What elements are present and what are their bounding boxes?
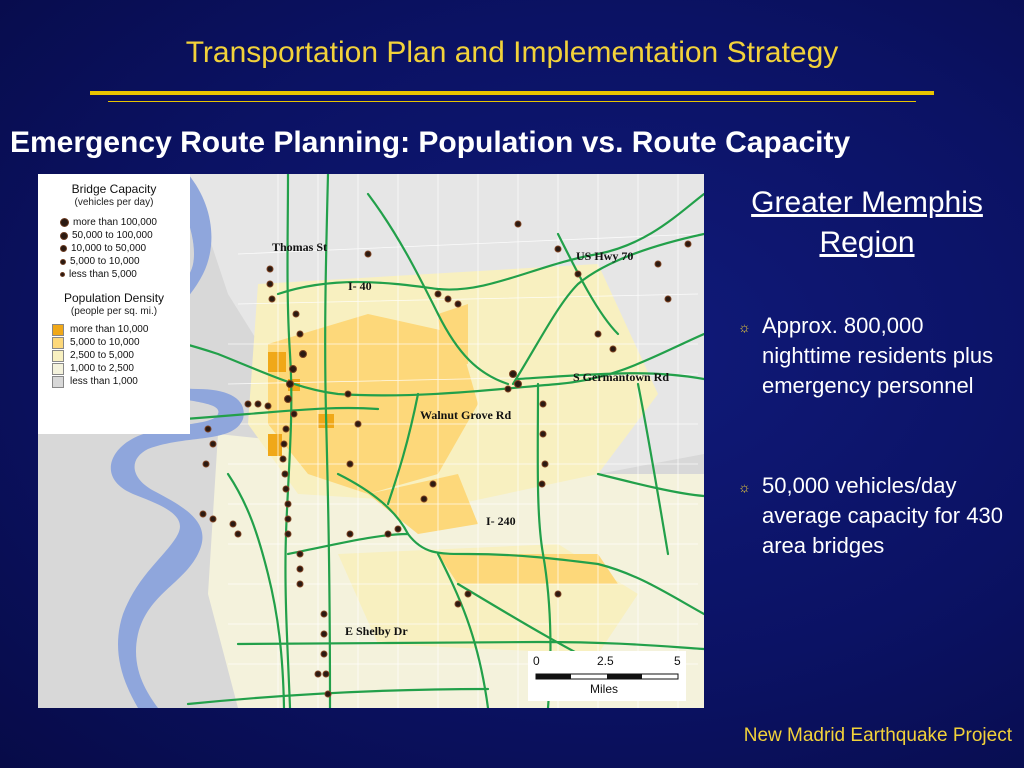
scale-tick-0: 0 bbox=[533, 654, 540, 668]
bridge-dot-icon bbox=[60, 232, 68, 240]
slide-title: Transportation Plan and Implementation Strategy bbox=[185, 36, 839, 69]
map-figure bbox=[38, 174, 704, 708]
bullet-item: ☼ Approx. 800,000 nighttime residents plus emergency personnel bbox=[738, 311, 1008, 401]
road-label-i40: I- 40 bbox=[348, 279, 372, 293]
legend-population-class: 2,500 to 5,000 bbox=[52, 349, 190, 362]
swatch-icon bbox=[52, 324, 64, 336]
region-title: Greater Memphis Region bbox=[751, 186, 983, 259]
legend-bridge-class: 5,000 to 10,000 bbox=[60, 255, 190, 268]
bridge-dot-icon bbox=[60, 218, 69, 227]
bullet-item: ☼ 50,000 vehicles/day average capacity for 430 area bridges bbox=[738, 471, 1008, 561]
legend-bridge-class: 10,000 to 50,000 bbox=[60, 242, 190, 255]
legend-bridge-title: Bridge Capacity bbox=[71, 182, 157, 196]
map-legend bbox=[38, 174, 190, 434]
legend-population-class: 5,000 to 10,000 bbox=[52, 336, 190, 349]
legend-population-units: (people per sq. mi.) bbox=[70, 306, 158, 317]
road-label-e-shelby-dr: E Shelby Dr bbox=[345, 624, 408, 638]
legend-bridge-class: 50,000 to 100,000 bbox=[60, 229, 190, 242]
road-label-us-hwy-70: US Hwy 70 bbox=[576, 249, 634, 263]
sun-bullet-icon: ☼ bbox=[738, 319, 751, 335]
road-label-walnut-grove-rd: Walnut Grove Rd bbox=[420, 408, 512, 422]
legend-population-title: Population Density bbox=[63, 291, 165, 305]
legend-population-class: less than 1,000 bbox=[52, 375, 190, 388]
legend-population-class: more than 10,000 bbox=[52, 323, 190, 336]
road-label-thomas-st: Thomas St bbox=[272, 240, 328, 254]
bridge-dot-icon bbox=[60, 272, 65, 277]
legend-bridge-class: less than 5,000 bbox=[60, 268, 190, 281]
scale-unit: Miles bbox=[590, 682, 619, 696]
swatch-icon bbox=[52, 363, 64, 375]
bridge-dot-icon bbox=[60, 245, 67, 252]
slide-subtitle: Emergency Route Planning: Population vs. Route Capacity bbox=[10, 126, 851, 159]
swatch-icon bbox=[52, 337, 64, 349]
legend-population-class: 1,000 to 2,500 bbox=[52, 362, 190, 375]
road-label-s-germantown-rd: S Germantown Rd bbox=[573, 370, 670, 384]
swatch-icon bbox=[52, 350, 64, 362]
scale-tick-end: 5 bbox=[674, 654, 681, 668]
scale-bar bbox=[528, 651, 686, 701]
legend-bridge-units: (vehicles per day) bbox=[74, 197, 154, 208]
road-label-i240: I- 240 bbox=[486, 514, 516, 528]
swatch-icon bbox=[52, 376, 64, 388]
sun-bullet-icon: ☼ bbox=[738, 479, 751, 495]
bridge-dot-icon bbox=[60, 259, 66, 265]
scale-tick-mid: 2.5 bbox=[597, 654, 614, 668]
footer-project-name: New Madrid Earthquake Project bbox=[743, 725, 1012, 746]
title-underline-thin bbox=[108, 101, 916, 102]
legend-bridge-class: more than 100,000 bbox=[60, 216, 190, 229]
title-underline-thick bbox=[90, 91, 934, 95]
